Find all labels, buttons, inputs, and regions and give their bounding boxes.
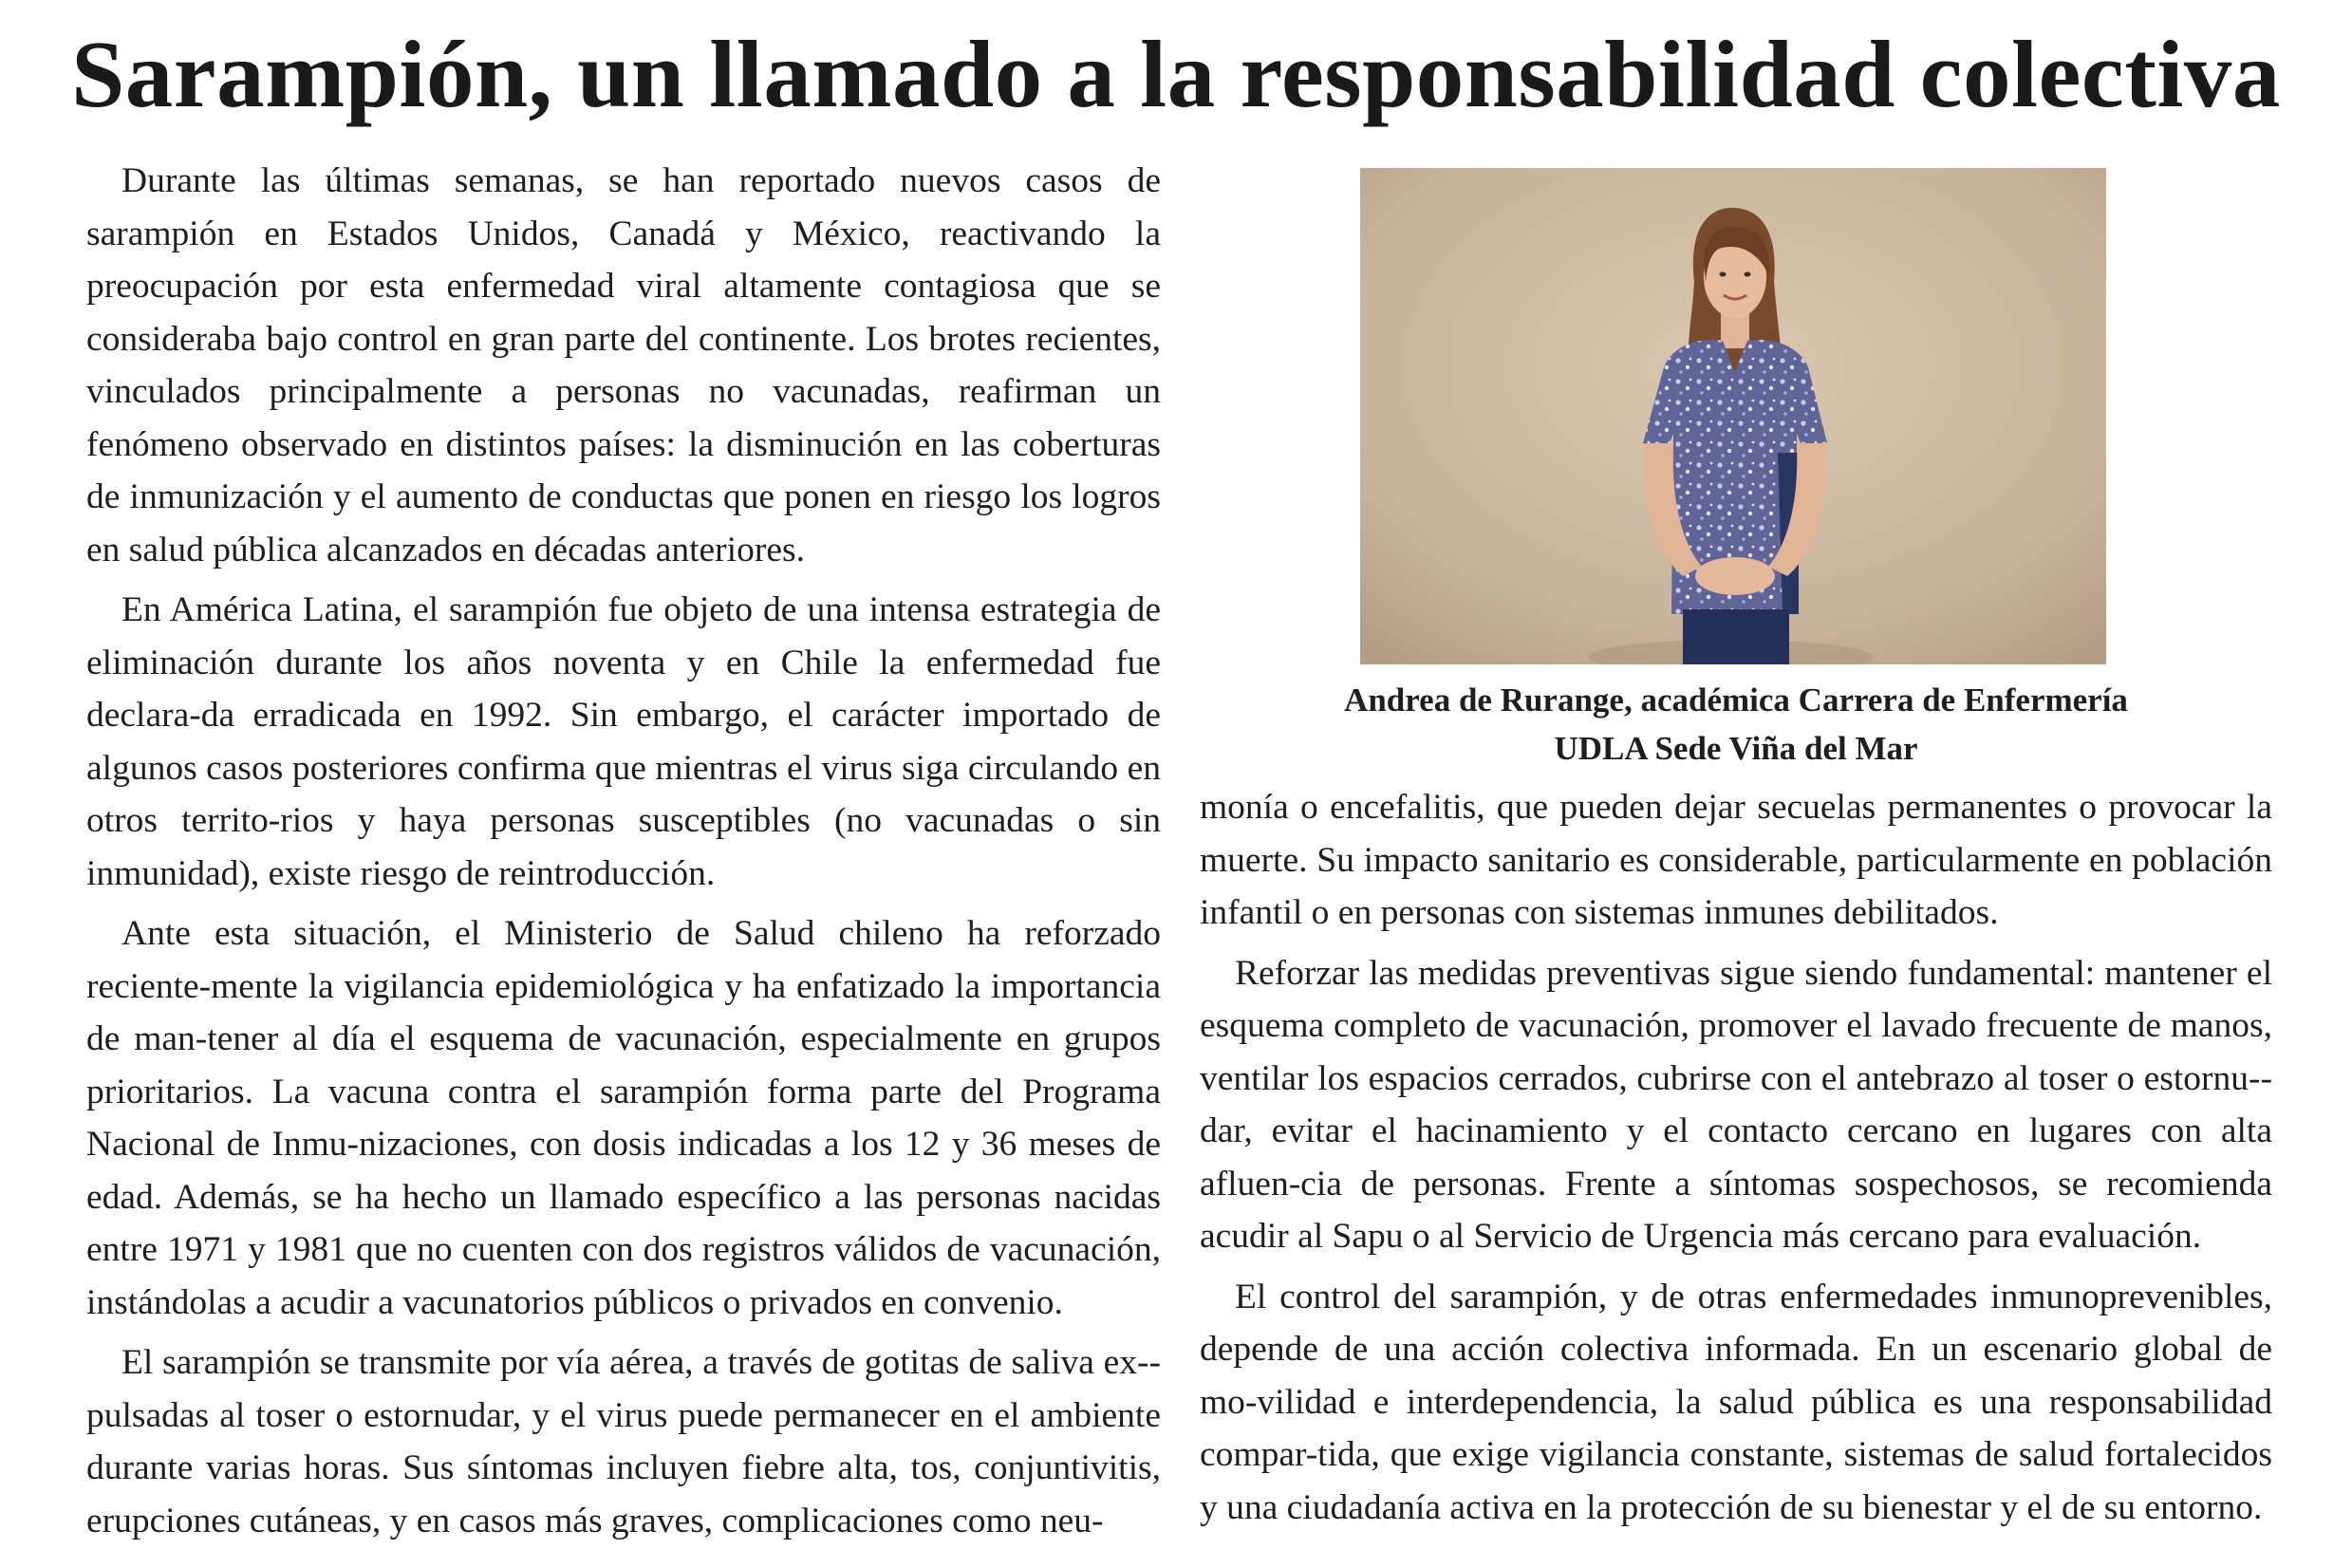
article-paragraph-7: El control del sarampión, y de otras enfermedades inmunoprevenibles, depende de una acción colectiva informada. En un escenario global de mo-vilidad e interdependencia, la salud pública es una responsabilidad compar-tida, que exige vigilancia constante, sistemas de salud fortalecidos y una ciudadanía activa en la protección de su bienestar y el de su entorno. bbox=[1200, 1277, 2272, 1527]
article-paragraph-1: Durante las últimas semanas, se han reportado nuevos casos de sarampión en Estados Unidos, Canadá y México, reactivando la preocupación por esta enfermedad viral altamente contagiosa que se consideraba bajo control en gran parte del continente. Los brotes recientes, vinculados principalmente a personas no vacunadas, reafirman un fenómeno observado en distintos países: la disminución en las coberturas de inmunización y el aumento de conductas que ponen en riesgo los logros en salud pública alcanzados en décadas anteriores. bbox=[86, 161, 1161, 569]
article-column-left bbox=[86, 155, 1161, 1555]
portrait-woman-illustration bbox=[1360, 168, 2106, 664]
photo-caption-line-1: Andrea de Rurange, académica Carrera de Enfermería bbox=[1344, 681, 2128, 719]
article-photo bbox=[1360, 168, 2106, 664]
article-paragraph-2: En América Latina, el sarampión fue objeto de una intensa estrategia de eliminación durante los años noventa y en Chile la enfermedad fue declara-da erradicada en 1992. Sin embargo, el carácter importado de algunos casos posteriores confirma que mientras el virus siga circulando en otros territo-rios y haya personas susceptibles (no vacunadas o sin inmunidad), existe riesgo de reintroducción. bbox=[86, 590, 1161, 893]
photo-caption bbox=[1200, 676, 2272, 773]
article-paragraph-6: Reforzar las medidas preventivas sigue siendo fundamental: mantener el esquema completo de vacunación, promover el lavado frecuente de manos, ventilar los espacios cerrados, cubrirse con el antebrazo al toser o estornu-dar, evitar el hacinamiento y el contacto cercano en lugares con alta afluen-cia de personas. Frente a síntomas sospechosos, se recomienda acudir al Sapu o al Servicio de Urgencia más cercano para evaluación. bbox=[1200, 953, 2272, 1256]
article-paragraph-5: monía o encefalitis, que pueden dejar secuelas permanentes o provocar la muerte. Su impacto sanitario es considerable, particularmente en población infantil o en personas con sistemas inmunes debilitados. bbox=[1200, 788, 2272, 932]
article-column-right bbox=[1200, 781, 2272, 1541]
photo-caption-line-2: UDLA Sede Viña del Mar bbox=[1554, 730, 1918, 767]
article-paragraph-3: Ante esta situación, el Ministerio de Salud chileno ha reforzado reciente-mente la vigilancia epidemiológica y ha enfatizado la importancia de man-tener al día el esquema de vacunación, especialmente en grupos prioritarios. La vacuna contra el sarampión forma parte del Programa Nacional de Inmu-nizaciones, con dosis indicadas a los 12 y 36 meses de edad. Además, se ha hecho un llamado específico a las personas nacidas entre 1971 y 1981 que no cuenten con dos registros válidos de vacunación, instándolas a acudir a vacunatorios públicos o privados en convenio. bbox=[86, 914, 1161, 1322]
article-headline: Sarampión, un llamado a la responsabilidad colectiva bbox=[71, 21, 2281, 127]
article-paragraph-4: El sarampión se transmite por vía aérea, a través de gotitas de saliva ex-pulsadas al toser o estornudar, y el virus puede permanecer en el ambiente durante varias horas. Sus síntomas incluyen fiebre alta, tos, conjuntivitis, erupciones cutáneas, y en casos más graves, complicaciones como neu- bbox=[86, 1343, 1161, 1540]
